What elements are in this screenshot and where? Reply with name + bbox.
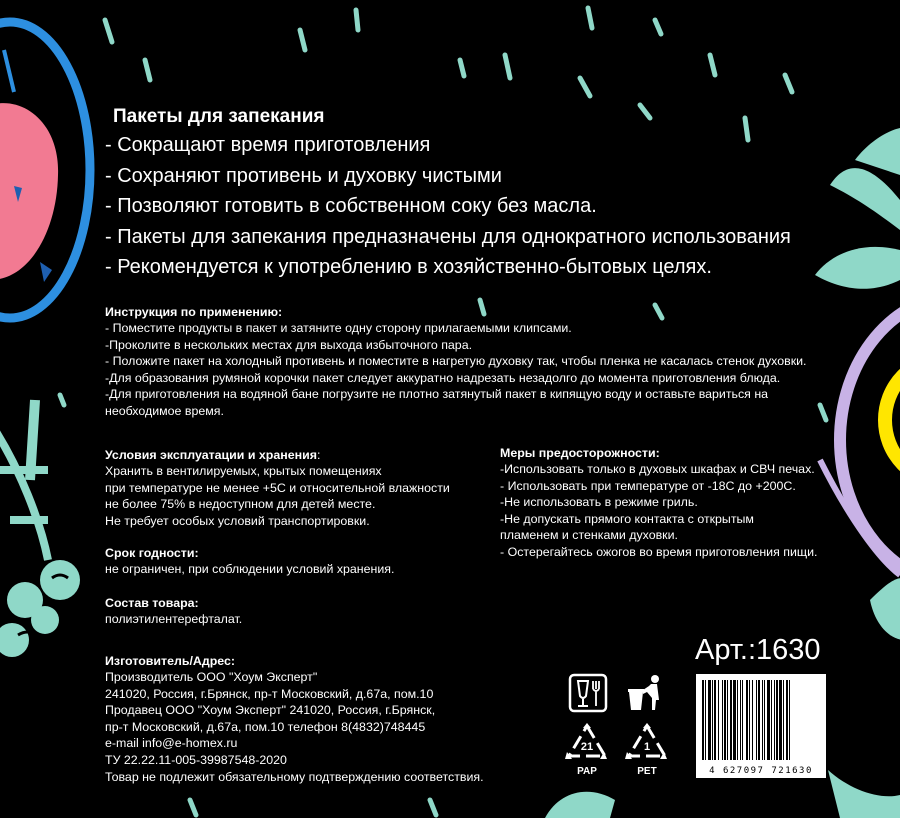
barcode-bar: [758, 680, 760, 760]
hero-section: [105, 104, 791, 283]
barcode-bar: [702, 680, 704, 760]
berries-illustration: [0, 400, 80, 657]
benefit-line: - Сокращают время приготовления: [105, 134, 431, 156]
product-title: Пакеты для запекания: [113, 106, 325, 127]
benefit-line: - Пакеты для запекания предназначены для однократного использования: [105, 225, 791, 248]
recycle-pet-code: 1: [643, 741, 651, 753]
instruction-line: -Для образования румяной корочки пакет следует аккуратно надрезать незадолго до момента приготовления блюда.: [105, 370, 781, 385]
storage-conditions-section: [105, 447, 450, 529]
barcode-bar: [730, 680, 732, 760]
barcode-bar: [771, 680, 772, 760]
manufacturer-line: пр-т Московский, д.67а, пом.10 телефон 8(4832)748445: [105, 719, 426, 734]
precaution-line: пламенем и стенками духовки.: [500, 528, 678, 543]
barcode-bar: [786, 680, 788, 760]
barcode-bar: [722, 680, 723, 760]
barcode-number: 4 627097 721630: [709, 766, 813, 776]
storage-conditions-title-colon: :: [316, 448, 321, 462]
barcode-bar: [737, 680, 738, 760]
condition-line: Не требует особых условий транспортировки.: [105, 513, 370, 528]
manufacturer-line: Продавец ООО "Хоум Эксперт" 241020, Россия, г.Брянск,: [105, 703, 436, 718]
barcode-bar: [724, 680, 726, 760]
barcode-bar: [718, 680, 719, 760]
barcode-bar: [774, 680, 775, 760]
barcode-bar: [746, 680, 748, 760]
recycle-pap-code: 21: [580, 741, 594, 753]
barcode-bar: [762, 680, 763, 760]
manufacturer-title: Изготовитель/Адрес:: [105, 654, 236, 668]
barcode-bar: [705, 680, 706, 760]
barcode-bar: [756, 680, 757, 760]
barcode-bar: [712, 680, 713, 760]
benefit-line: - Сохраняют противень и духовку чистыми: [105, 164, 502, 187]
article-number: Арт.:1630: [695, 634, 821, 666]
shelf-life-title: Срок годности:: [105, 546, 199, 560]
manufacturer-line: Товар не подлежит обязательному подтверждению соответствия.: [105, 769, 484, 784]
barcode-bar: [733, 680, 736, 760]
precaution-line: -Не использовать в режиме гриль.: [500, 495, 698, 510]
manufacturer-line: Производитель ООО "Хоум Эксперт": [105, 670, 318, 684]
recycle-pap-label: PAP: [577, 766, 597, 777]
barcode-bar: [783, 680, 784, 760]
barcode: [696, 674, 826, 778]
benefit-line: - Рекомендуется к употреблению в хозяйственно-бытовых целях.: [105, 256, 712, 278]
condition-line: не более 75% в недоступном для детей месте.: [105, 497, 376, 512]
composition-title: Состав товара:: [105, 596, 199, 610]
glass-fork-icon: [567, 672, 611, 714]
barcode-bar: [742, 680, 743, 760]
barcode-bar: [776, 680, 778, 760]
storage-conditions-title-text: Условия эксплуатации и хранения: [105, 448, 317, 462]
bottom-shapes: [545, 792, 615, 818]
manufacturer-line: 241020, Россия, г.Брянск, пр-т Московский, д.67а, пом.10: [105, 686, 434, 701]
recycle-pet-icon: [625, 722, 669, 782]
manufacturer-section: [105, 653, 484, 785]
fruit-right-illustration: [820, 295, 900, 585]
shelf-life-line: не ограничен, при соблюдении условий хранения.: [105, 562, 395, 576]
instruction-line: -Для приготовления на водяной бане погрузите не плотно затянутый пакет в кипящую воду и оставьте вариться на: [105, 387, 769, 402]
barcode-bar: [740, 680, 741, 760]
recycle-pap-icon: [565, 722, 609, 782]
instruction-line: - Положите пакет на холодный противень и поместите в нагретую духовку так, чтобы пленка не касалась стенок духовки.: [105, 354, 807, 369]
condition-line: при температуре не менее +5С и относительной влажности: [105, 480, 450, 495]
precautions-section: [500, 445, 817, 561]
barcode-bars: [696, 674, 826, 764]
barcode-bar: [749, 680, 750, 760]
manufacturer-line: e-mail info@e-homex.ru: [105, 736, 238, 751]
precaution-line: - Использовать при температуре от -18С до +200С.: [500, 478, 796, 493]
tidyman-icon: [625, 672, 669, 714]
instruction-line: -Проколите в нескольких местах для выхода избыточного пара.: [105, 337, 473, 352]
barcode-bar: [767, 680, 770, 760]
precautions-title: Меры предосторожности:: [500, 446, 660, 460]
condition-line: Хранить в вентилируемых, крытых помещениях: [105, 464, 382, 478]
shelf-life-section: [105, 545, 394, 578]
instructions-title: Инструкция по применению:: [105, 305, 283, 319]
precaution-line: - Остерегайтесь ожогов во время приготовления пищи.: [500, 544, 818, 559]
composition-line: полиэтилентерефталат.: [105, 612, 243, 626]
storage-conditions-title: [105, 447, 450, 463]
barcode-bar: [752, 680, 753, 760]
composition-section: [105, 595, 242, 628]
fruit-top-left-illustration: [0, 22, 90, 318]
precaution-line: -Не допускать прямого контакта с открытым: [500, 511, 754, 526]
barcode-bar: [789, 680, 790, 760]
barcode-bar: [708, 680, 711, 760]
barcode-bar: [779, 680, 782, 760]
instruction-line: необходимое время.: [105, 403, 224, 418]
benefit-line: - Позволяют готовить в собственном соку без масла.: [105, 195, 597, 217]
instruction-line: - Поместите продукты в пакет и затяните одну сторону прилагаемыми клипсами.: [105, 321, 572, 335]
instructions-section: [105, 304, 807, 420]
precaution-line: -Использовать только в духовых шкафах и СВЧ печах.: [500, 462, 815, 476]
manufacturer-line: ТУ 22.22.11-005-39987548-2020: [105, 752, 287, 767]
barcode-bar: [764, 680, 765, 760]
barcode-bar: [714, 680, 716, 760]
barcode-bar: [727, 680, 728, 760]
recycle-pet-label: PET: [637, 766, 657, 777]
